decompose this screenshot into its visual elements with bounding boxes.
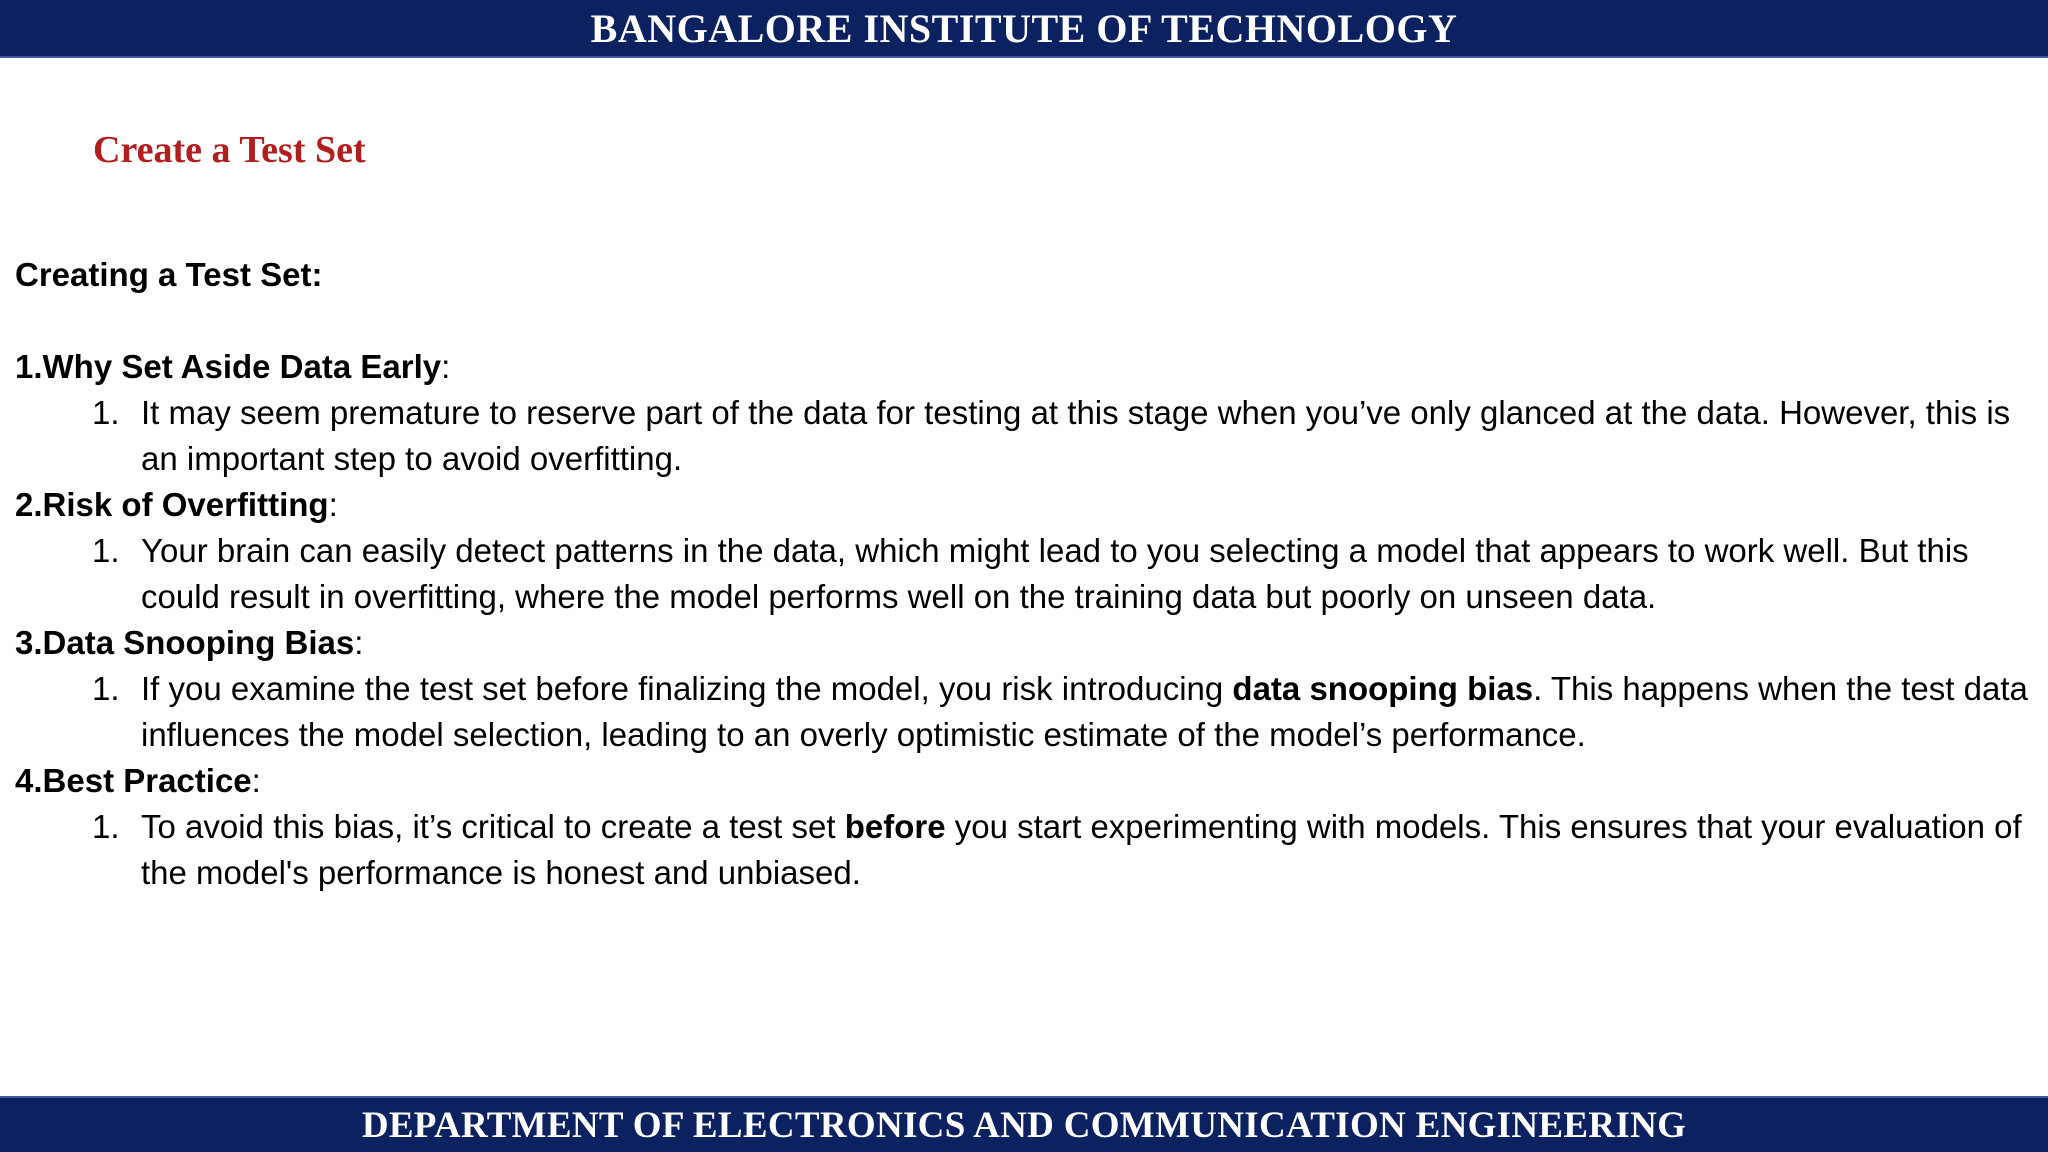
footer-banner	[0, 1096, 2048, 1152]
sub-point-text-cont: you start experimenting with models. This ensures that your evaluation of the model's performance is honest and unbiased.	[141, 808, 2022, 891]
point-number: 4.	[15, 762, 43, 799]
point-colon: :	[354, 624, 364, 661]
section-intro: Creating a Test Set:	[15, 256, 323, 293]
point-colon: :	[328, 486, 338, 523]
point-colon: :	[441, 348, 451, 385]
point-heading	[15, 344, 2035, 390]
point-heading	[15, 620, 2035, 666]
sub-point	[15, 390, 2035, 482]
point-colon: :	[251, 762, 261, 799]
point-number: 2.	[15, 486, 43, 523]
point-number: 3.	[15, 624, 43, 661]
institute-name: BANGALORE INSTITUTE OF TECHNOLOGY	[590, 5, 1458, 51]
sub-point-number: 1.	[92, 808, 120, 845]
sub-point-number: 1.	[92, 532, 120, 569]
slide-title: Create a Test Set	[93, 129, 366, 171]
slide-body	[15, 252, 2035, 896]
department-name: DEPARTMENT OF ELECTRONICS AND COMMUNICATION ENGINEERING	[361, 1104, 1687, 1146]
sub-point	[15, 528, 2035, 620]
sub-point-text: To avoid this bias, it’s critical to create a test set	[141, 808, 845, 845]
sub-point-text: If you examine the test set before finalizing the model, you risk introducing	[141, 670, 1233, 707]
header-banner	[0, 0, 2048, 58]
sub-point-number: 1.	[92, 394, 120, 431]
sub-point-emphasis: data snooping bias	[1232, 670, 1534, 707]
point-title: Risk of Overfitting	[42, 486, 329, 523]
point-title: Why Set Aside Data Early	[42, 348, 442, 385]
sub-point-text: It may seem premature to reserve part of the data for testing at this stage when you’ve only glanced at the data. However, this is an important step to avoid overfitting.	[141, 394, 2011, 477]
point-number: 1.	[15, 348, 43, 385]
point-heading	[15, 482, 2035, 528]
sub-point-number: 1.	[92, 670, 120, 707]
sub-point	[15, 804, 2035, 896]
sub-point-emphasis: before	[844, 808, 946, 845]
point-title: Best Practice	[42, 762, 252, 799]
sub-point-text-cont: . This happens when the test data influences the model selection, leading to an overly optimistic estimate of the model’s performance.	[141, 670, 2028, 753]
sub-point-text: Your brain can easily detect patterns in the data, which might lead to you selecting a model that appears to work well. But this could result in overfitting, where the model performs well on the training data but poorly on unseen data.	[141, 532, 1969, 615]
point-title: Data Snooping Bias	[42, 624, 355, 661]
sub-point	[15, 666, 2035, 758]
point-heading	[15, 758, 2035, 804]
